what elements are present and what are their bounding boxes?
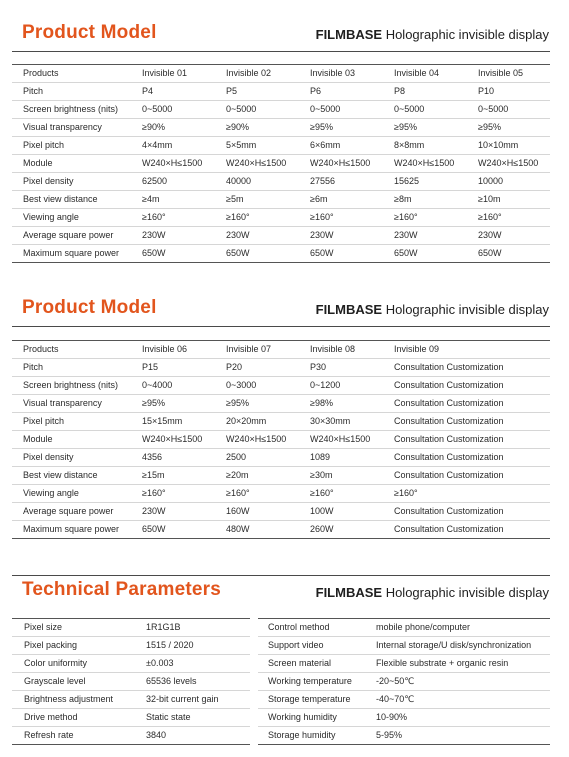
param-row (258, 618, 550, 637)
table-row (12, 119, 550, 137)
param-row (12, 691, 250, 709)
param-label: Working humidity (268, 712, 337, 722)
param-value: mobile phone/computer (376, 622, 471, 632)
section-subtitle (316, 302, 549, 317)
table-cell: 0~5000 (394, 104, 425, 114)
row-label: Products (23, 344, 59, 354)
param-row (12, 673, 250, 691)
table-cell: 5×5mm (226, 140, 257, 150)
param-row (12, 727, 250, 745)
row-label: Maximum square power (23, 248, 120, 258)
table-cell: 20×20mm (226, 416, 267, 426)
param-value: 10-90% (376, 712, 408, 722)
table-cell: 10×10mm (478, 140, 519, 150)
param-label: Grayscale level (24, 676, 86, 686)
table-cell: ≥160° (310, 488, 334, 498)
subtitle-text: Holographic invisible display (382, 302, 549, 317)
row-label: Screen brightness (nits) (23, 380, 119, 390)
table-cell: ≥8m (394, 194, 412, 204)
section-title: Product Model (22, 297, 157, 318)
table-cell: W240×H≤1500 (310, 434, 371, 444)
param-row (258, 637, 550, 655)
table-header-row (12, 64, 550, 83)
table-cell: P4 (142, 86, 154, 96)
table-row (12, 209, 550, 227)
table-cell: W240×H≤1500 (226, 434, 287, 444)
param-label: Support video (268, 640, 324, 650)
table-row (12, 503, 550, 521)
table-cell: 40000 (226, 176, 252, 186)
param-label: Pixel packing (24, 640, 78, 650)
table-cell: Invisible 09 (394, 344, 440, 354)
table-cell: ≥160° (226, 212, 250, 222)
table-cell: Invisible 02 (226, 68, 272, 78)
table-cell: Invisible 08 (310, 344, 356, 354)
table-cell: ≥98% (310, 398, 333, 408)
subtitle-text: Holographic invisible display (382, 27, 549, 42)
row-label: Visual transparency (23, 398, 102, 408)
section-subtitle (316, 585, 549, 600)
table-row (12, 245, 550, 263)
row-label: Pixel pitch (23, 416, 65, 426)
table-cell: P5 (226, 86, 238, 96)
section-title: Technical Parameters (22, 579, 222, 600)
table-cell: Consultation Customization (394, 506, 504, 516)
table-cell: ≥95% (478, 122, 501, 132)
table-cell: 650W (394, 248, 418, 258)
table-row (12, 359, 550, 377)
table-row (12, 191, 550, 209)
table-cell: 230W (142, 506, 166, 516)
table-cell: 650W (142, 524, 166, 534)
row-label: Best view distance (23, 470, 98, 480)
table-cell: Consultation Customization (394, 470, 504, 480)
param-value: -20~50℃ (376, 676, 415, 686)
table-cell: 0~5000 (226, 104, 257, 114)
table-row (12, 449, 550, 467)
section-subtitle (316, 27, 549, 42)
table-cell: 0~5000 (142, 104, 173, 114)
param-value: 3840 (146, 730, 167, 740)
param-row (12, 709, 250, 727)
table-cell: 230W (394, 230, 418, 240)
table-cell: 6×6mm (310, 140, 341, 150)
table-row (12, 155, 550, 173)
table-cell: P20 (226, 362, 243, 372)
table-cell: ≥15m (142, 470, 165, 480)
table-cell: W240×H≤1500 (478, 158, 539, 168)
param-row (258, 709, 550, 727)
table-row (12, 395, 550, 413)
table-cell: Invisible 05 (478, 68, 524, 78)
table-cell: ≥95% (142, 398, 165, 408)
section-title: Product Model (22, 22, 157, 43)
row-label: Visual transparency (23, 122, 102, 132)
table-cell: 15625 (394, 176, 420, 186)
row-label: Viewing angle (23, 212, 79, 222)
table-cell: 15×15mm (142, 416, 183, 426)
param-label: Working temperature (268, 676, 352, 686)
table-cell: 0~5000 (310, 104, 341, 114)
table-cell: W240×H≤1500 (142, 434, 203, 444)
param-label: Storage temperature (268, 694, 351, 704)
row-label: Products (23, 68, 59, 78)
table-cell: 8×8mm (394, 140, 425, 150)
brand-name: FILMBASE (315, 302, 383, 317)
table-cell: 0~4000 (142, 380, 173, 390)
header-rule (12, 326, 550, 327)
header-rule (12, 575, 550, 576)
table-row (12, 413, 550, 431)
table-row (12, 83, 550, 101)
table-cell: ≥6m (310, 194, 328, 204)
row-label: Pixel density (23, 452, 74, 462)
param-value: Static state (146, 712, 191, 722)
table-cell: Invisible 01 (142, 68, 188, 78)
param-row (258, 727, 550, 745)
table-cell: 0~5000 (478, 104, 509, 114)
brand-name: FILMBASE (315, 585, 383, 600)
table-cell: 160W (226, 506, 250, 516)
param-label: Drive method (24, 712, 78, 722)
row-label: Pixel pitch (23, 140, 65, 150)
param-label: Brightness adjustment (24, 694, 114, 704)
row-label: Average square power (23, 230, 114, 240)
table-row (12, 227, 550, 245)
row-label: Maximum square power (23, 524, 120, 534)
param-value: 32-bit current gain (146, 694, 219, 704)
param-value: Internal storage/U disk/synchronization (376, 640, 532, 650)
table-cell: 4356 (142, 452, 163, 462)
param-row (258, 655, 550, 673)
tech-params-right-table (258, 618, 550, 745)
table-cell: 30×30mm (310, 416, 351, 426)
table-cell: 650W (310, 248, 334, 258)
table-row (12, 521, 550, 539)
table-cell: Consultation Customization (394, 434, 504, 444)
row-label: Pixel density (23, 176, 74, 186)
table-row (12, 137, 550, 155)
param-value: 1515 / 2020 (146, 640, 194, 650)
param-label: Color uniformity (24, 658, 88, 668)
table-cell: 260W (310, 524, 334, 534)
param-value: Flexible substrate + organic resin (376, 658, 509, 668)
table-cell: ≥5m (226, 194, 244, 204)
table-row (12, 377, 550, 395)
table-cell: 230W (226, 230, 250, 240)
table-cell: 100W (310, 506, 334, 516)
param-row (258, 673, 550, 691)
table-cell: 1089 (310, 452, 331, 462)
table-cell: P8 (394, 86, 406, 96)
row-label: Module (23, 434, 53, 444)
table-cell: Invisible 07 (226, 344, 272, 354)
table-cell: 0~1200 (310, 380, 341, 390)
table-cell: ≥95% (394, 122, 417, 132)
table-cell: Consultation Customization (394, 416, 504, 426)
param-row (12, 637, 250, 655)
row-label: Pitch (23, 362, 44, 372)
param-value: ±0.003 (146, 658, 174, 668)
param-label: Storage humidity (268, 730, 336, 740)
table-cell: 62500 (142, 176, 168, 186)
product-table-2 (12, 340, 550, 539)
table-cell: Invisible 03 (310, 68, 356, 78)
param-value: 1R1G1B (146, 622, 181, 632)
row-label: Module (23, 158, 53, 168)
table-cell: ≥160° (142, 212, 166, 222)
table-row (12, 431, 550, 449)
row-label: Viewing angle (23, 488, 79, 498)
param-value: 65536 levels (146, 676, 197, 686)
table-cell: P15 (142, 362, 159, 372)
table-cell: ≥30m (310, 470, 333, 480)
table-cell: Consultation Customization (394, 398, 504, 408)
table-cell: ≥160° (310, 212, 334, 222)
header-rule (12, 51, 550, 52)
table-cell: Consultation Customization (394, 524, 504, 534)
brand-name: FILMBASE (315, 27, 383, 42)
table-cell: W240×H≤1500 (142, 158, 203, 168)
param-row (12, 655, 250, 673)
table-cell: 0~3000 (226, 380, 257, 390)
param-value: -40~70℃ (376, 694, 415, 704)
param-row (12, 618, 250, 637)
table-cell: ≥4m (142, 194, 160, 204)
table-cell: 230W (478, 230, 502, 240)
param-label: Screen material (268, 658, 332, 668)
table-cell: Consultation Customization (394, 452, 504, 462)
table-cell: ≥160° (394, 488, 418, 498)
table-header-row (12, 340, 550, 359)
table-cell: W240×H≤1500 (226, 158, 287, 168)
row-label: Screen brightness (nits) (23, 104, 119, 114)
table-cell: ≥160° (142, 488, 166, 498)
table-row (12, 485, 550, 503)
param-label: Control method (268, 622, 330, 632)
table-cell: 650W (478, 248, 502, 258)
table-cell: ≥90% (226, 122, 249, 132)
table-row (12, 467, 550, 485)
tech-params-left-table (12, 618, 250, 745)
product-table-1 (12, 64, 550, 263)
table-cell: 650W (142, 248, 166, 258)
param-value: 5-95% (376, 730, 403, 740)
table-cell: 480W (226, 524, 250, 534)
table-cell: 230W (310, 230, 334, 240)
row-label: Average square power (23, 506, 114, 516)
subtitle-text: Holographic invisible display (382, 585, 549, 600)
table-cell: ≥160° (478, 212, 502, 222)
table-row (12, 101, 550, 119)
table-cell: 2500 (226, 452, 247, 462)
table-cell: P6 (310, 86, 322, 96)
table-cell: ≥20m (226, 470, 249, 480)
table-cell: 4×4mm (142, 140, 173, 150)
table-cell: ≥160° (394, 212, 418, 222)
table-row (12, 173, 550, 191)
table-cell: ≥10m (478, 194, 501, 204)
table-cell: P30 (310, 362, 327, 372)
table-cell: 650W (226, 248, 250, 258)
row-label: Pitch (23, 86, 44, 96)
row-label: Best view distance (23, 194, 98, 204)
table-cell: W240×H≤1500 (310, 158, 371, 168)
param-row (258, 691, 550, 709)
param-label: Refresh rate (24, 730, 74, 740)
table-cell: ≥90% (142, 122, 165, 132)
table-cell: ≥95% (310, 122, 333, 132)
table-cell: ≥160° (226, 488, 250, 498)
table-cell: ≥95% (226, 398, 249, 408)
table-cell: 10000 (478, 176, 504, 186)
table-cell: Invisible 04 (394, 68, 440, 78)
table-cell: Invisible 06 (142, 344, 188, 354)
table-cell: Consultation Customization (394, 362, 504, 372)
param-label: Pixel size (24, 622, 63, 632)
table-cell: Consultation Customization (394, 380, 504, 390)
table-cell: W240×H≤1500 (394, 158, 455, 168)
table-cell: P10 (478, 86, 495, 96)
table-cell: 27556 (310, 176, 336, 186)
table-cell: 230W (142, 230, 166, 240)
